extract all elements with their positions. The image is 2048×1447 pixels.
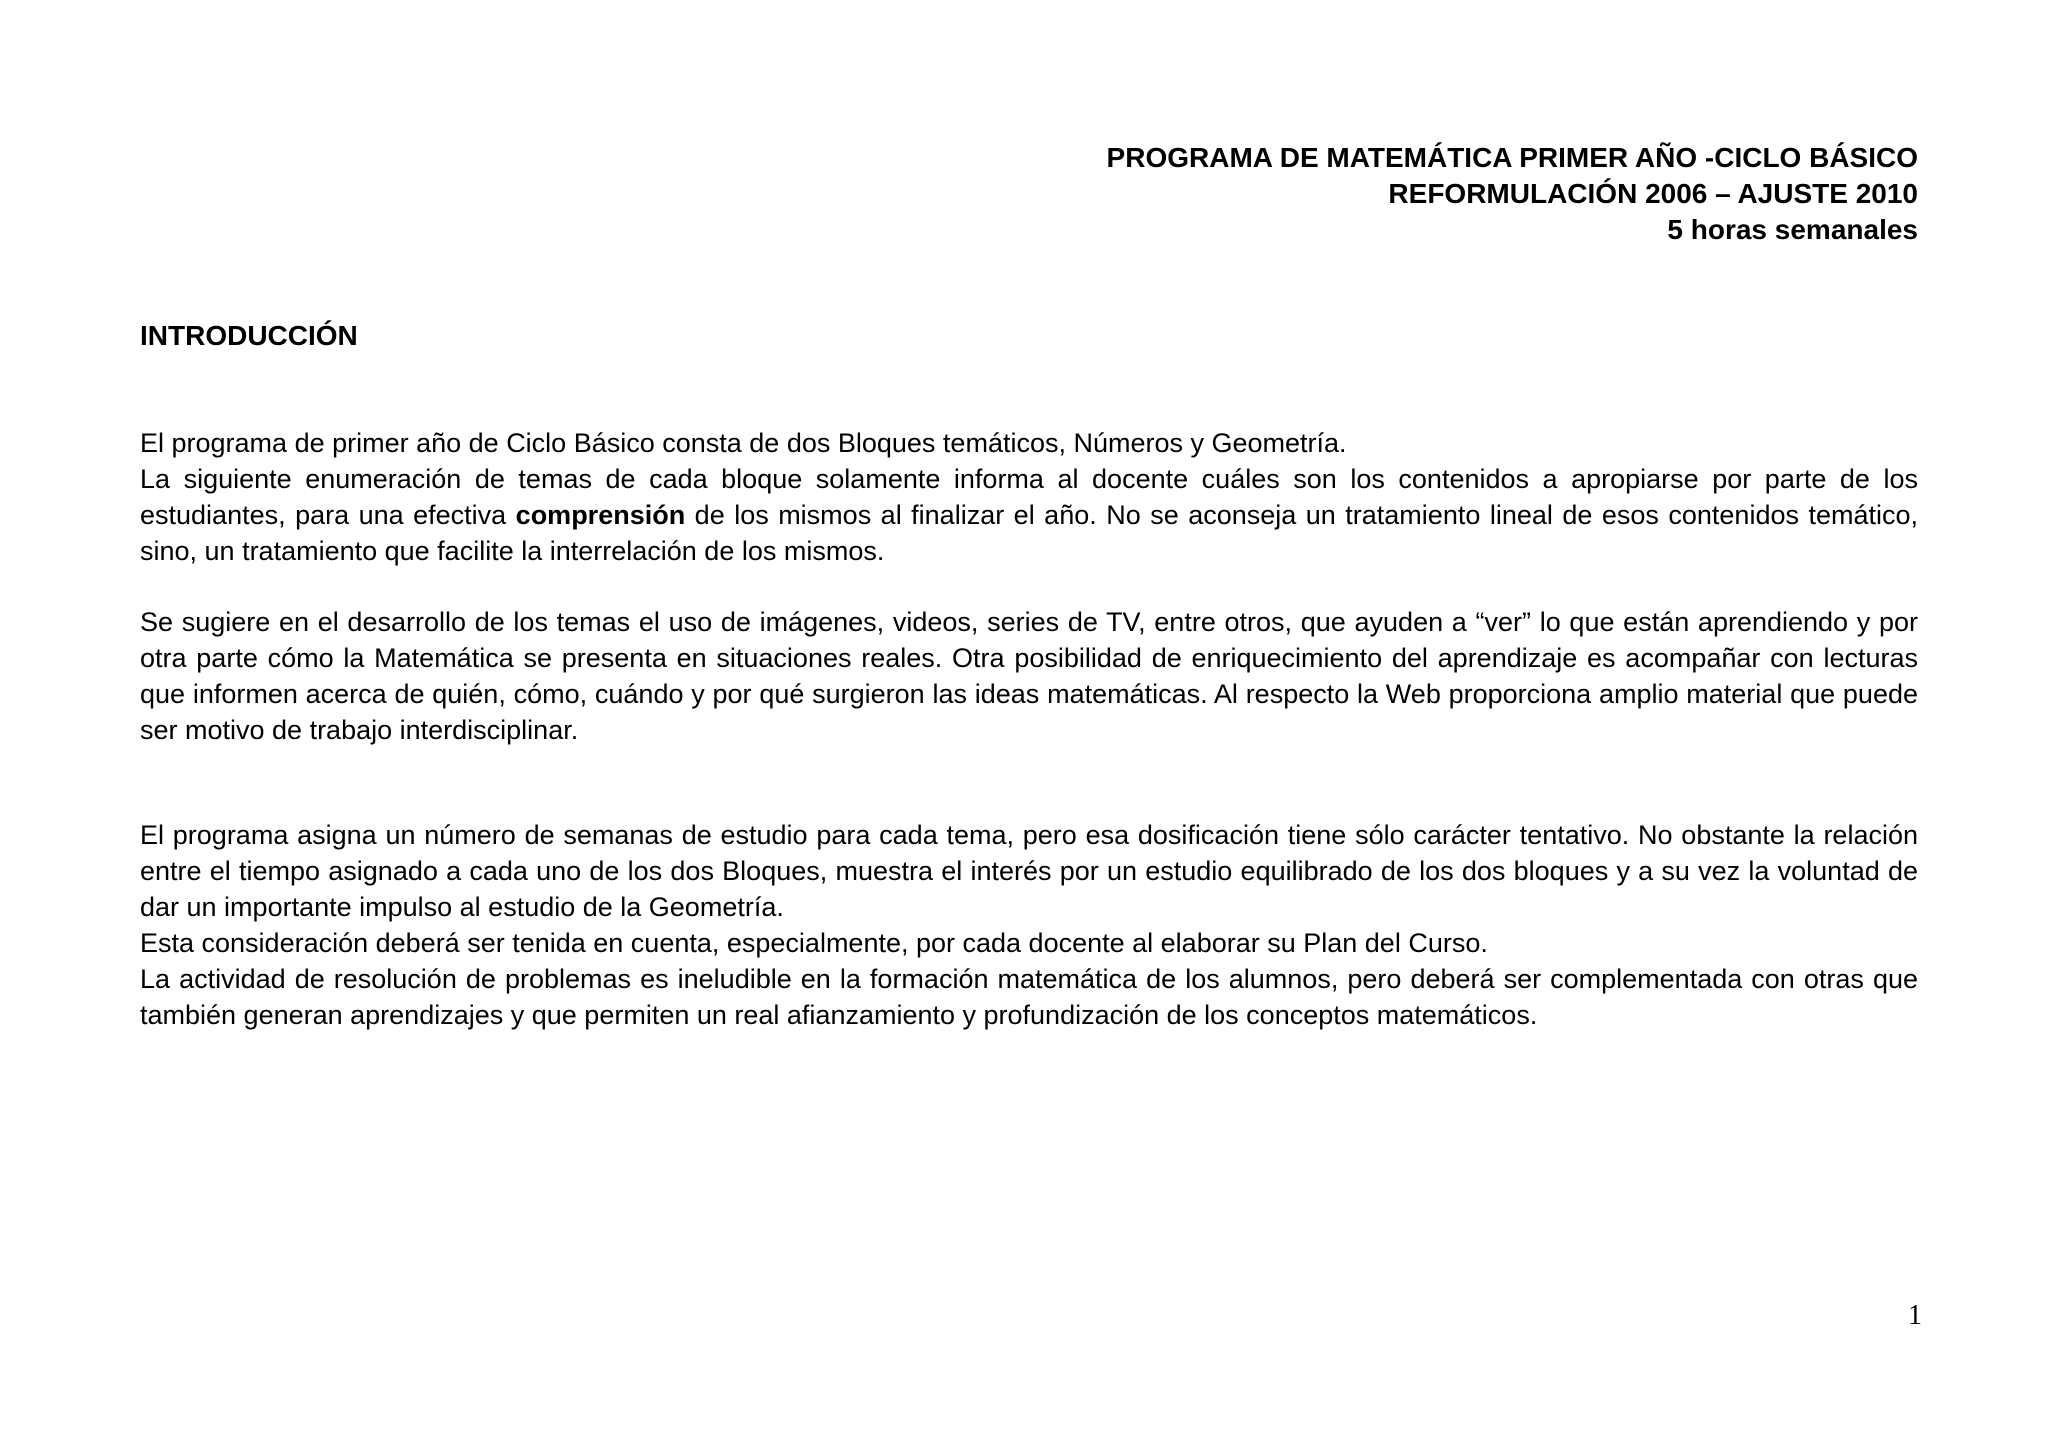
header-hours: 5 horas semanales [1667,214,1918,245]
suggestion-paragraph: Se sugiere en el desarrollo de los temas el uso de imágenes, videos, series de TV, entre otros, que ayuden a “ver” lo que están aprendiendo y por otra parte cómo la Matemática se presenta en situaciones reales. Otra posibilidad de enriquecimiento del aprendizaje es acompañar con lecturas que informen acerca de quién, cómo, cuándo y por qué surgieron las ideas matemáticas. Al respecto la Web proporciona amplio material que puede ser motivo de trabajo interdisciplinar. [140,607,1918,745]
intro-paragraph-2 [140,461,1918,569]
intro-paragraphs [140,425,1918,569]
header-subtitle: REFORMULACIÓN 2006 – AJUSTE 2010 [1388,178,1918,209]
document-header [1107,140,1918,248]
intro-paragraph-2-start: La siguiente enumeración de temas de cada bloque solamente informa al docente cuáles son los contenidos a apropiarse por parte de los estudiantes, para una efectiva [140,464,1918,530]
program-paragraph-1: El programa asigna un número de semanas de estudio para cada tema, pero esa dosificación tiene sólo carácter tentativo. No obstante la relación entre el tiempo asignado a cada uno de los dos Bloques, muestra el interés por un estudio equilibrado de los dos bloques y a su vez la voluntad de dar un importante impulso al estudio de la Geometría. [140,820,1918,922]
program-paragraphs [140,817,1918,1033]
suggestion-paragraphs [140,604,1918,748]
emphasis-word: comprensión [515,500,686,530]
page-number: 1 [1908,1300,1922,1331]
program-paragraph-3: La actividad de resolución de problemas es ineludible en la formación matemática de los alumnos, pero deberá ser complementada con otras que también generan aprendizajes y que permiten un real afianzamiento y profundización de los conceptos matemáticos. [140,964,1918,1030]
header-title: PROGRAMA DE MATEMÁTICA PRIMER AÑO -CICLO BÁSICO [1106,142,1918,173]
intro-paragraph-1: El programa de primer año de Ciclo Básico consta de dos Bloques temáticos, Números y Geometría. [140,428,1347,458]
program-paragraph-2: Esta consideración deberá ser tenida en cuenta, especialmente, por cada docente al elaborar su Plan del Curso. [140,928,1488,958]
intro-paragraph-2-end: de los mismos al finalizar el año. No se aconseja un tratamiento lineal de esos contenidos temático, sino, un tratamiento que facilite la interrelación de los mismos. [140,500,1919,566]
section-title: INTRODUCCIÓN [140,320,358,351]
